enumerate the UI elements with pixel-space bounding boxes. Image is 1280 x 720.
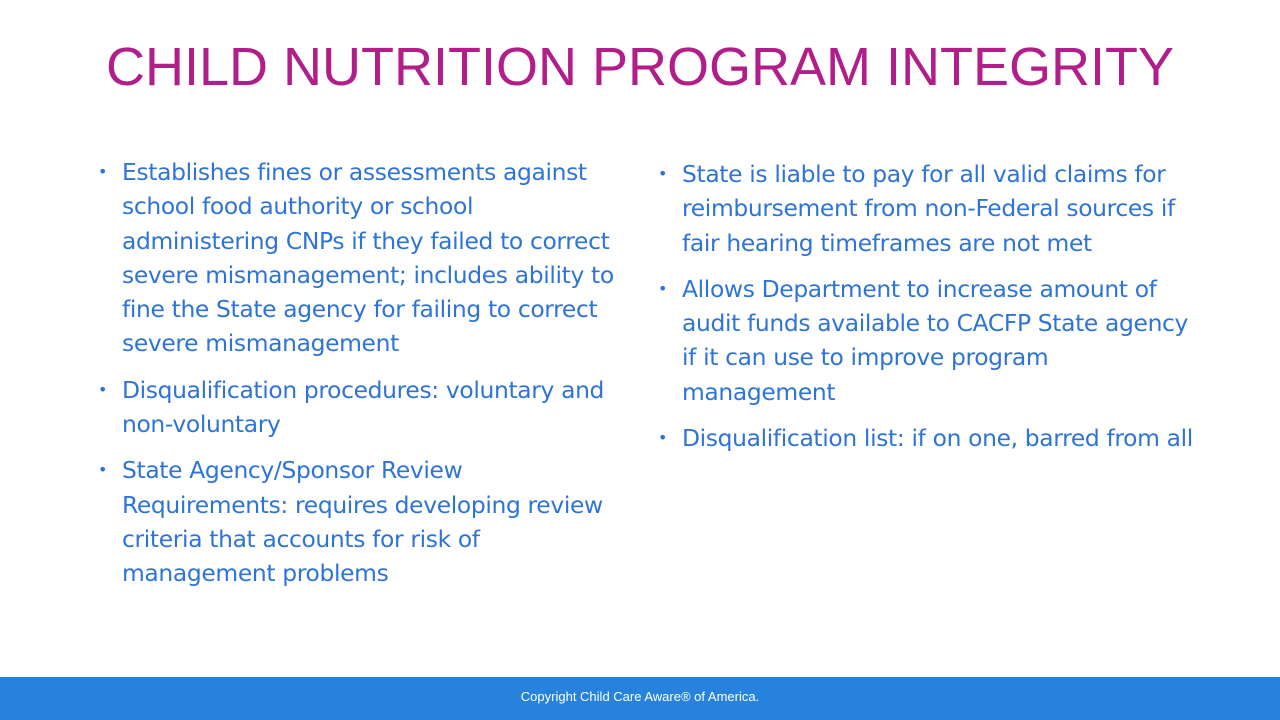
- bullet-text: Establishes fines or assessments against school food authority or school administering CNPs if they failed to correct severe mismanagement; includes ability to fine the State agency for failing to correct severe mismanagement: [122, 158, 614, 358]
- right-bullet-list: [658, 157, 1198, 467]
- bullet-text: State is liable to pay for all valid claims for reimbursement from non-Federal sources if fair hearing timeframes are not met: [682, 160, 1175, 257]
- bullet-dot-icon: •: [658, 428, 668, 448]
- bullet-item: [658, 421, 1198, 455]
- bullet-text: Disqualification list: if on one, barred from all: [682, 424, 1193, 453]
- copyright-text: Copyright Child Care Aware® of America.: [520, 689, 760, 704]
- bullet-item: [658, 272, 1198, 409]
- bullet-dot-icon: •: [98, 379, 108, 399]
- bullet-text: Allows Department to increase amount of audit funds available to CACFP State agency if it can use to improve program management: [682, 274, 1189, 406]
- bullet-item: [658, 157, 1198, 260]
- bullet-text: Disqualification procedures: voluntary and non-voluntary: [122, 375, 605, 439]
- bullet-dot-icon: •: [658, 278, 668, 298]
- bullet-text: State Agency/Sponsor Review Requirements: requires developing review criteria that accounts for risk of management problems: [122, 456, 603, 588]
- slide-title: CHILD NUTRITION PROGRAM INTEGRITY: [105, 37, 1175, 97]
- bullet-item: [98, 155, 628, 361]
- bullet-dot-icon: •: [98, 460, 108, 480]
- left-bullet-list: [98, 155, 628, 603]
- footer-bar: [0, 677, 1280, 720]
- bullet-dot-icon: •: [98, 162, 108, 181]
- bullet-dot-icon: •: [658, 164, 668, 183]
- bullet-item: [98, 453, 628, 590]
- bullet-item: [98, 373, 628, 442]
